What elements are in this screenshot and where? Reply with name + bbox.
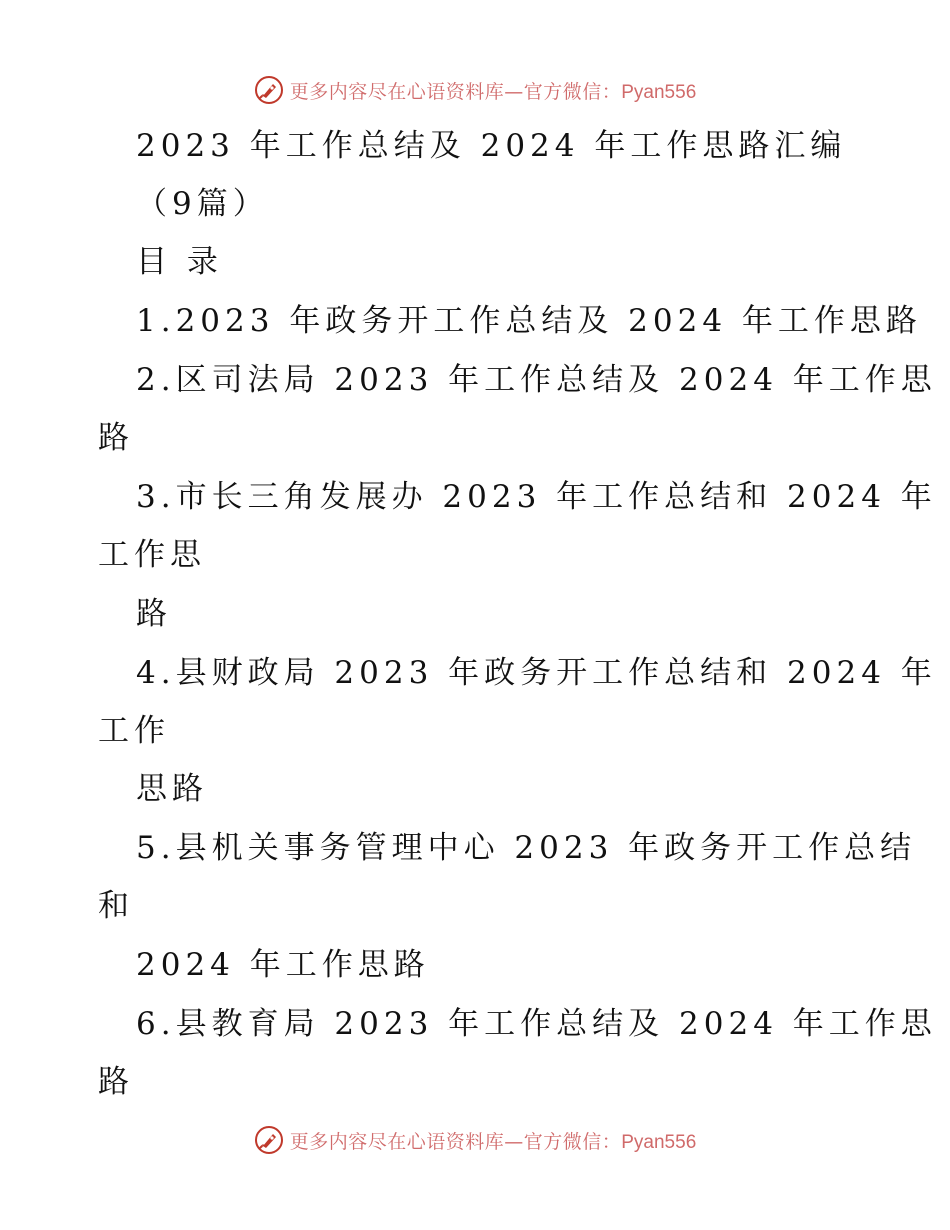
toc-line: 思路 bbox=[136, 771, 208, 807]
document-title-line-1: 2023 年工作总结及 2024 年工作思路汇编 bbox=[136, 128, 847, 164]
document-title-line-2: （9篇） bbox=[136, 186, 269, 222]
pen-nib-logo-icon bbox=[254, 1125, 284, 1155]
toc-line: 1.2023 年政务开工作总结及 2024 年工作思路 bbox=[136, 303, 922, 339]
toc-heading: 目 录 bbox=[136, 244, 223, 280]
toc-line: 路 bbox=[98, 420, 134, 456]
toc-line: 5.县机关事务管理中心 2023 年政务开工作总结 bbox=[136, 830, 917, 866]
toc-line: 工作 bbox=[98, 713, 170, 749]
toc-line: 工作思 bbox=[98, 537, 206, 573]
pen-nib-logo-icon bbox=[254, 75, 284, 105]
toc-line: 2.区司法局 2023 年工作总结及 2024 年工作思 bbox=[136, 362, 937, 398]
watermark-text bbox=[290, 77, 697, 104]
toc-line: 4.县财政局 2023 年政务开工作总结和 2024 年 bbox=[136, 655, 937, 691]
watermark-text bbox=[290, 1127, 697, 1154]
toc-line: 6.县教育局 2023 年工作总结及 2024 年工作思 bbox=[136, 1006, 937, 1042]
watermark-label: 更多内容尽在心语资料库—官方微信： bbox=[289, 80, 622, 103]
watermark-brand: Pyan556 bbox=[621, 81, 697, 103]
watermark-label: 更多内容尽在心语资料库—官方微信： bbox=[289, 1130, 622, 1153]
toc-line: 和 bbox=[98, 888, 134, 924]
toc-line: 路 bbox=[136, 596, 172, 632]
watermark-header bbox=[0, 70, 950, 110]
watermark-brand: Pyan556 bbox=[621, 1131, 697, 1153]
toc-line: 路 bbox=[98, 1064, 134, 1100]
watermark-footer bbox=[0, 1120, 950, 1160]
toc-line: 3.市长三角发展办 2023 年工作总结和 2024 年 bbox=[136, 479, 937, 515]
toc-line: 2024 年工作思路 bbox=[136, 947, 430, 983]
